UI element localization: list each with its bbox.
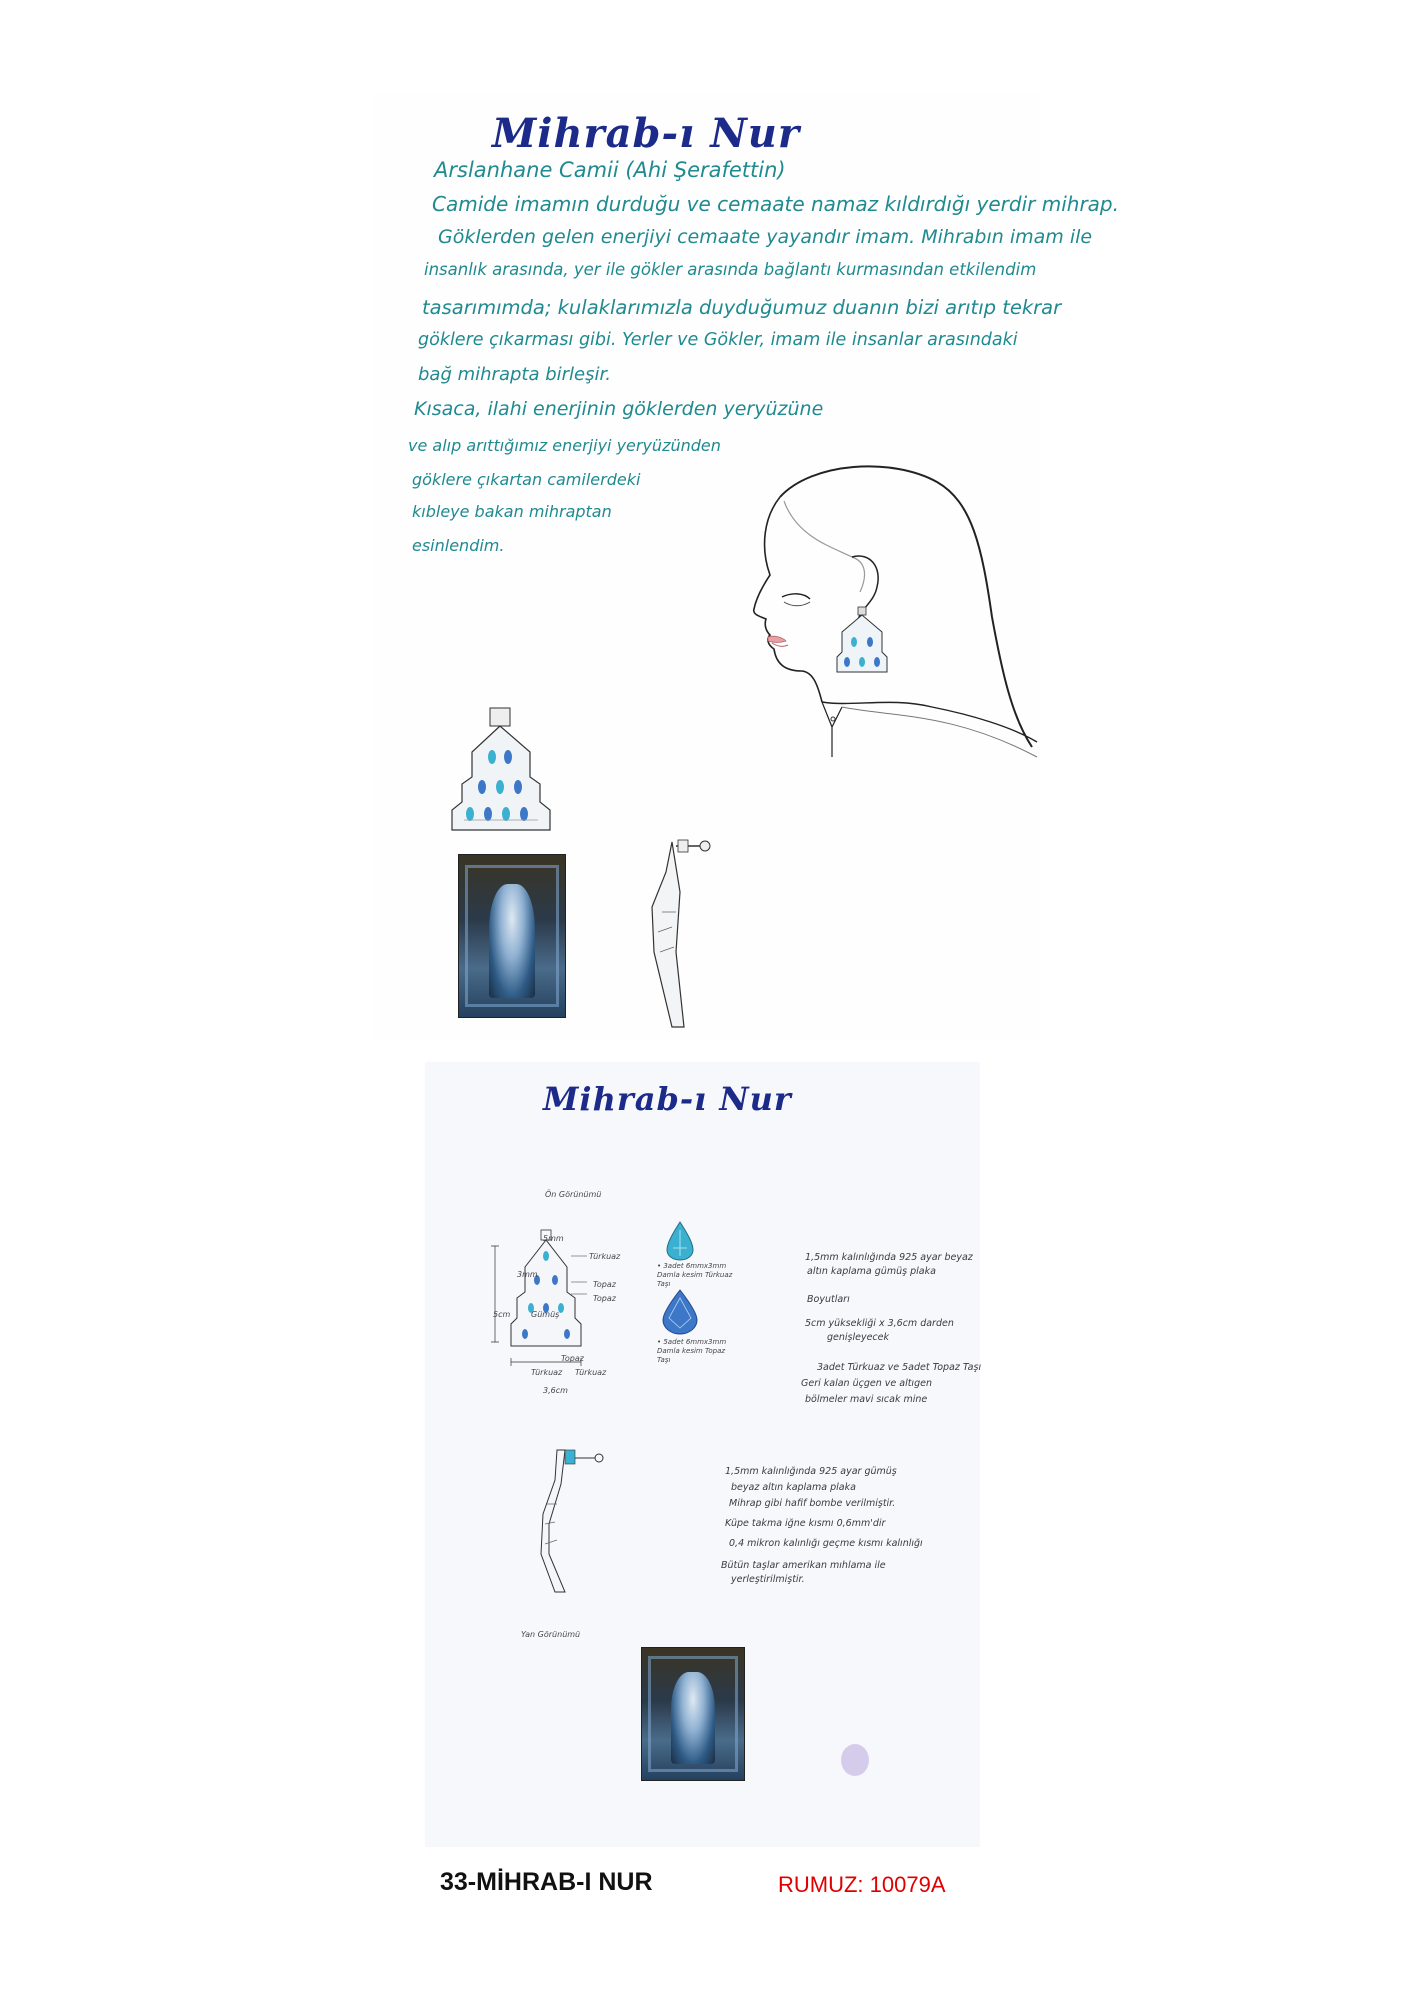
description-line: göklere çıkarması gibi. Yerler ve Gökler, imam ile insanlar arasındaki	[418, 330, 1018, 350]
rumuz-code: RUMUZ: 10079A	[778, 1872, 946, 1897]
dimension-label: 3,6cm	[543, 1386, 568, 1395]
ink-smudge	[835, 1740, 875, 1780]
front-note: 1,5mm kalınlığında 925 ayar beyaz	[805, 1252, 973, 1263]
dimension-label: Gümüş	[531, 1310, 560, 1319]
description-line: insanlık arasında, yer ile gökler arasında bağlantı kurmasından etkilendim	[424, 260, 1037, 279]
front-view-label: Ön Görünümü	[545, 1190, 602, 1199]
front-note: genişleyecek	[827, 1332, 890, 1343]
side-note: yerleştirilmiştir.	[731, 1574, 805, 1585]
side-note: Bütün taşlar amerikan mıhlama ile	[721, 1560, 886, 1571]
front-note: 3adet Türkuaz ve 5adet Topaz Taşı	[817, 1362, 982, 1373]
front-note: Boyutları	[807, 1294, 850, 1305]
description-line: tasarımımda; kulaklarımızla duyduğumuz duanın bizi arıtıp tekrar	[422, 296, 1062, 319]
side-note: 1,5mm kalınlığında 925 ayar gümüş	[725, 1466, 897, 1477]
description-line: Kısaca, ilahi enerjinin göklerden yeryüzüne	[414, 398, 824, 420]
sheet1-title: Mihrab-ı Nur	[492, 110, 800, 157]
front-note: altın kaplama gümüş plaka	[807, 1266, 936, 1277]
stone-label: Topaz	[593, 1294, 616, 1303]
side-note: Mihrap gibi hafif bombe verilmiştir.	[729, 1498, 896, 1509]
description-line: Camide imamın durduğu ve cemaate namaz kıldırdığı yerdir mihrap.	[432, 192, 1119, 216]
stone-label: Türkuaz	[589, 1252, 621, 1261]
side-note: beyaz altın kaplama plaka	[731, 1482, 856, 1493]
front-note: 5cm yüksekliği x 3,6cm darden	[805, 1318, 954, 1329]
front-note: bölmeler mavi sıcak mine	[805, 1394, 928, 1405]
dimension-label: 5cm	[493, 1310, 511, 1319]
stone-label: Türkuaz	[575, 1368, 607, 1377]
turquoise-stone-drawing	[665, 1220, 695, 1260]
design-sheet-2	[425, 1062, 980, 1847]
submission-title: 33-MİHRAB-I NUR	[440, 1868, 653, 1896]
mihrab-photo	[458, 854, 566, 1018]
side-note: 0,4 mikron kalınlığı geçme kısmı kalınlığı	[729, 1538, 923, 1549]
side-view-label: Yan Görünümü	[521, 1630, 581, 1639]
side-note: Küpe takma iğne kısmı 0,6mm'dir	[725, 1518, 886, 1529]
earring-side-sketch	[632, 832, 722, 1032]
stone-note: • 5adet 6mmx3mm Damla kesim Topaz Taşı	[657, 1338, 727, 1364]
stone-note: • 3adet 6mmx3mm Damla kesim Türkuaz Taşı	[657, 1262, 733, 1288]
description-line: göklere çıkartan camilerdeki	[412, 470, 641, 489]
sheet2-title: Mihrab-ı Nur	[543, 1080, 792, 1118]
earring-technical-side	[535, 1444, 625, 1594]
description-line: bağ mihrapta birleşir.	[418, 364, 611, 385]
dimension-label: 5mm	[543, 1234, 564, 1243]
sheet1-subtitle: Arslanhane Camii (Ahi Şerafettin)	[434, 158, 786, 182]
description-line: kıbleye bakan mihraptan	[412, 502, 612, 521]
dimension-label: 3mm	[517, 1270, 538, 1279]
topaz-stone-drawing	[661, 1288, 699, 1334]
front-note: Geri kalan üçgen ve altıgen	[801, 1378, 932, 1389]
stone-label: Topaz	[593, 1280, 616, 1289]
description-line: esinlendim.	[412, 536, 505, 555]
stone-label: Topaz	[561, 1354, 584, 1363]
mihrab-photo-small	[641, 1647, 745, 1781]
description-line: Göklerden gelen enerjiyi cemaate yayandır imam. Mihrabın imam ile	[438, 226, 1093, 248]
stone-label: Türkuaz	[531, 1368, 563, 1377]
woman-profile-sketch	[692, 457, 1037, 822]
design-sheet-1	[372, 92, 1119, 1040]
earring-front-sketch	[442, 702, 562, 832]
description-line: ve alıp arıttığımız enerjiyi yeryüzünden	[408, 436, 721, 455]
